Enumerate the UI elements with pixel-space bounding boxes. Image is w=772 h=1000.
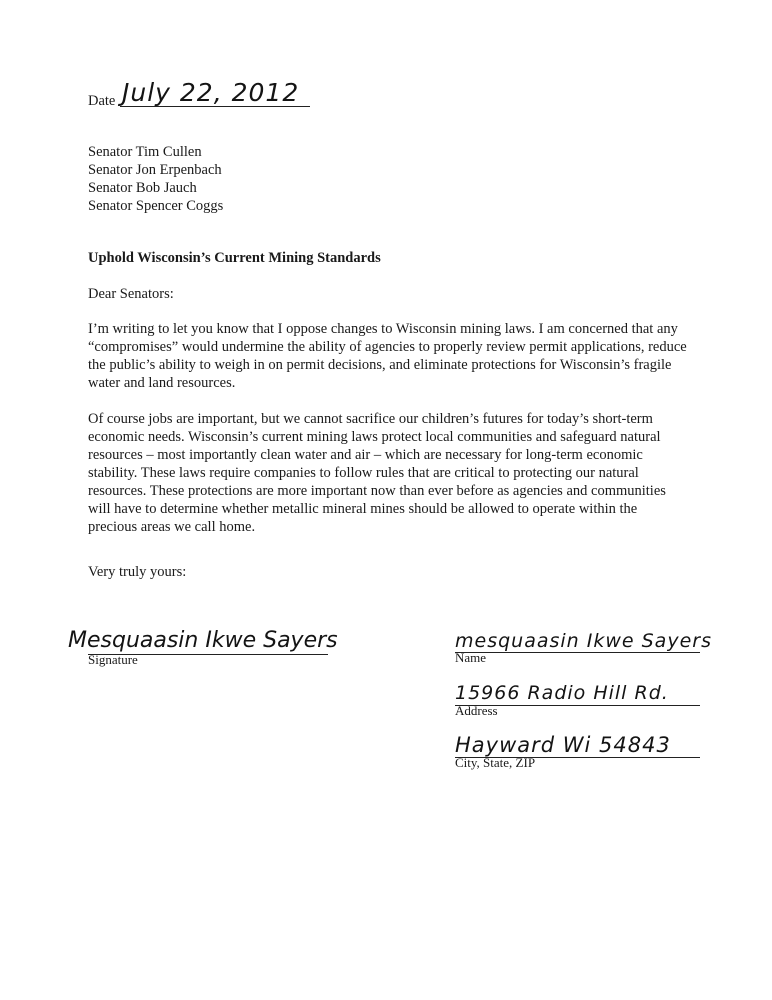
recipient-4: Senator Spencer Coggs (88, 198, 224, 214)
recipient-2: Senator Jon Erpenbach (88, 162, 222, 178)
body-paragraph-1: I’m writing to let you know that I oppose changes to Wisconsin mining laws. I am concerned that any “compromises” would undermine the ability of agencies to properly review permit applications, reduce the public’s ability to weigh in on permit decisions, and eliminate protections for Wisconsin’s fragile water and land resources. (88, 321, 687, 391)
body-paragraph-2: Of course jobs are important, but we cannot sacrifice our children’s futures for today’s short-term economic needs. Wisconsin’s current mining laws protect local communities and safeguard natural resources – most importantly clean water and air – which are necessary for long-term economic stability. These laws require companies to follow rules that are critical to protecting our natural resources. These protections are more important now than ever before as agencies and communities will have to determine whether metallic mineral mines should be allowed to operate within the precious areas we call home. (88, 411, 666, 535)
name-rule (455, 652, 700, 653)
closing: Very truly yours: (88, 564, 187, 580)
name-label: Name (455, 650, 487, 665)
recipient-1: Senator Tim Cullen (88, 144, 202, 160)
address-label: Address (455, 703, 498, 718)
city-label: City, State, ZIP (455, 755, 536, 770)
letter-title: Uphold Wisconsin’s Current Mining Standards (88, 250, 381, 266)
date-label: Date (88, 93, 116, 109)
name-handwritten: mesquaasin Ikwe Sayers (455, 630, 712, 652)
address-handwritten: 15966 Radio Hill Rd. (455, 682, 669, 704)
city-handwritten: Hayward Wi 54843 (455, 733, 671, 757)
salutation: Dear Senators: (88, 286, 174, 302)
recipient-3: Senator Bob Jauch (88, 180, 197, 196)
signature-handwritten: Mesquaasin Ikwe Sayers (68, 628, 338, 653)
signature-label: Signature (88, 652, 138, 667)
date-handwritten: July 22, 2012 (122, 78, 300, 107)
